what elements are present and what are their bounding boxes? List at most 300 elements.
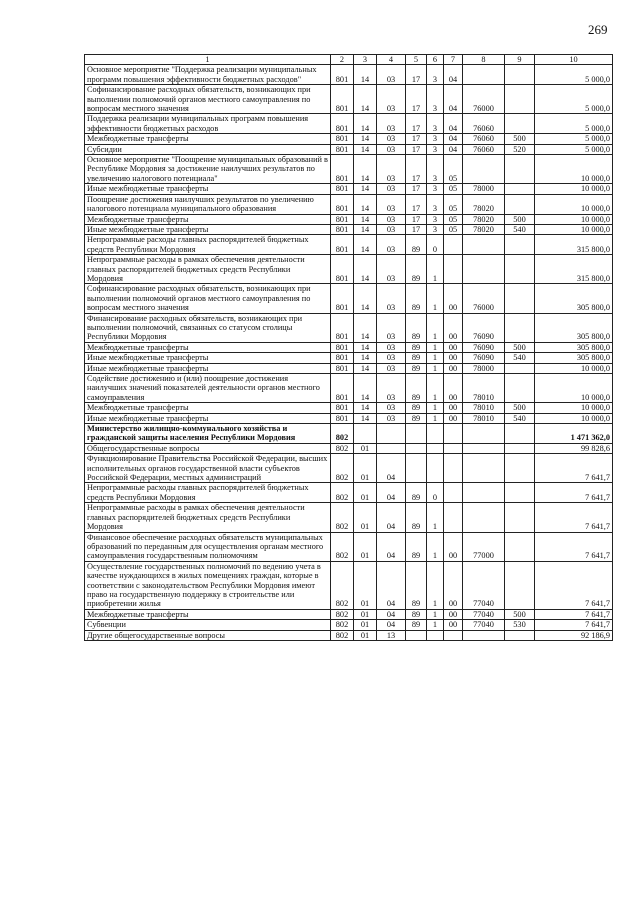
row-code-cell: 801	[331, 235, 354, 255]
table-row	[85, 214, 613, 224]
row-code-cell: 1	[427, 353, 444, 363]
row-name-cell: Межбюджетные трансферты	[85, 609, 331, 619]
row-code-cell: 04	[444, 134, 463, 144]
row-code-cell: 14	[354, 235, 377, 255]
row-code-cell: 14	[354, 224, 377, 234]
row-code-cell: 03	[377, 284, 406, 313]
row-code-cell: 801	[331, 403, 354, 413]
row-amount-cell: 7 641,7	[535, 609, 613, 619]
row-code-cell: 0	[427, 235, 444, 255]
row-code-cell: 03	[377, 194, 406, 214]
row-code-cell: 77000	[463, 532, 505, 561]
row-code-cell: 76060	[463, 114, 505, 134]
row-code-cell: 801	[331, 214, 354, 224]
row-code-cell: 05	[444, 224, 463, 234]
row-code-cell: 76090	[463, 342, 505, 352]
row-code-cell: 89	[406, 483, 427, 503]
table-row	[85, 403, 613, 413]
row-name-cell: Непрограммные расходы главных распорядителей бюджетных средств Республики Мордовия	[85, 235, 331, 255]
row-name-cell: Межбюджетные трансферты	[85, 134, 331, 144]
row-code-cell: 89	[406, 255, 427, 284]
table-row	[85, 454, 613, 483]
budget-table	[84, 54, 613, 641]
row-code-cell: 1	[427, 561, 444, 609]
row-code-cell	[444, 235, 463, 255]
row-name-cell: Иные межбюджетные трансферты	[85, 224, 331, 234]
row-code-cell: 76000	[463, 284, 505, 313]
row-code-cell	[463, 454, 505, 483]
row-code-cell: 00	[444, 609, 463, 619]
row-code-cell: 04	[444, 85, 463, 114]
row-code-cell	[505, 363, 535, 373]
row-code-cell	[444, 424, 463, 444]
row-name-cell: Общегосударственные вопросы	[85, 443, 331, 453]
row-code-cell: 500	[505, 214, 535, 224]
row-amount-cell: 10 000,0	[535, 184, 613, 194]
row-name-cell: Непрограммные расходы в рамках обеспечения деятельности главных распорядителей бюджетных средств Республики Мордовия	[85, 503, 331, 532]
row-amount-cell: 5 000,0	[535, 65, 613, 85]
row-code-cell: 17	[406, 184, 427, 194]
row-code-cell: 01	[354, 503, 377, 532]
row-code-cell: 17	[406, 85, 427, 114]
row-code-cell: 802	[331, 630, 354, 640]
column-header-2: 2	[331, 55, 354, 65]
row-code-cell	[505, 374, 535, 403]
row-code-cell	[463, 503, 505, 532]
row-code-cell	[505, 483, 535, 503]
table-row	[85, 284, 613, 313]
row-amount-cell: 315 800,0	[535, 235, 613, 255]
row-code-cell: 05	[444, 155, 463, 184]
row-amount-cell: 7 641,7	[535, 454, 613, 483]
row-code-cell: 89	[406, 413, 427, 423]
row-code-cell: 1	[427, 284, 444, 313]
row-code-cell	[505, 235, 535, 255]
row-code-cell: 3	[427, 134, 444, 144]
row-code-cell: 1	[427, 374, 444, 403]
table-row	[85, 194, 613, 214]
row-code-cell	[427, 454, 444, 483]
table-row	[85, 184, 613, 194]
row-code-cell: 00	[444, 342, 463, 352]
column-header-6: 6	[427, 55, 444, 65]
row-code-cell: 801	[331, 313, 354, 342]
row-code-cell: 14	[354, 134, 377, 144]
row-code-cell: 89	[406, 609, 427, 619]
row-amount-cell: 10 000,0	[535, 155, 613, 184]
row-code-cell: 03	[377, 224, 406, 234]
row-code-cell: 801	[331, 413, 354, 423]
row-code-cell: 802	[331, 620, 354, 630]
row-name-cell: Софинансирование расходных обязательств, возникающих при выполнении полномочий органов местного самоуправления по вопросам местного значения	[85, 85, 331, 114]
row-code-cell: 01	[354, 620, 377, 630]
row-amount-cell: 7 641,7	[535, 532, 613, 561]
row-code-cell: 77040	[463, 561, 505, 609]
row-code-cell	[444, 454, 463, 483]
row-code-cell: 01	[354, 483, 377, 503]
row-code-cell: 04	[377, 503, 406, 532]
column-header-5: 5	[406, 55, 427, 65]
row-code-cell: 04	[377, 454, 406, 483]
row-code-cell	[406, 454, 427, 483]
row-code-cell: 802	[331, 532, 354, 561]
row-amount-cell: 1 471 362,0	[535, 424, 613, 444]
row-code-cell: 76060	[463, 144, 505, 154]
column-header-1: 1	[85, 55, 331, 65]
row-code-cell: 3	[427, 114, 444, 134]
row-code-cell: 14	[354, 413, 377, 423]
row-code-cell: 03	[377, 353, 406, 363]
row-name-cell: Межбюджетные трансферты	[85, 214, 331, 224]
row-code-cell	[427, 630, 444, 640]
row-code-cell: 01	[354, 532, 377, 561]
row-code-cell: 17	[406, 155, 427, 184]
row-code-cell	[505, 503, 535, 532]
row-code-cell: 14	[354, 85, 377, 114]
row-code-cell	[505, 65, 535, 85]
row-code-cell: 17	[406, 144, 427, 154]
row-code-cell: 3	[427, 194, 444, 214]
row-code-cell: 03	[377, 114, 406, 134]
row-code-cell	[505, 114, 535, 134]
row-code-cell: 540	[505, 224, 535, 234]
row-code-cell: 14	[354, 342, 377, 352]
row-name-cell: Межбюджетные трансферты	[85, 342, 331, 352]
row-code-cell: 03	[377, 184, 406, 194]
row-code-cell: 04	[444, 65, 463, 85]
row-amount-cell: 7 641,7	[535, 503, 613, 532]
row-code-cell	[406, 424, 427, 444]
table-row	[85, 443, 613, 453]
row-code-cell	[406, 630, 427, 640]
row-code-cell: 17	[406, 65, 427, 85]
row-code-cell: 00	[444, 620, 463, 630]
row-code-cell	[463, 235, 505, 255]
row-code-cell: 76000	[463, 85, 505, 114]
row-code-cell: 801	[331, 65, 354, 85]
row-code-cell: 801	[331, 342, 354, 352]
table-row	[85, 235, 613, 255]
column-header-8: 8	[463, 55, 505, 65]
row-code-cell: 801	[331, 114, 354, 134]
row-code-cell: 802	[331, 483, 354, 503]
row-code-cell: 89	[406, 403, 427, 413]
row-code-cell: 89	[406, 620, 427, 630]
table-row	[85, 532, 613, 561]
row-code-cell: 3	[427, 85, 444, 114]
table-row	[85, 144, 613, 154]
row-code-cell: 1	[427, 503, 444, 532]
row-code-cell: 01	[354, 630, 377, 640]
column-header-10: 10	[535, 55, 613, 65]
row-code-cell: 89	[406, 532, 427, 561]
row-name-cell: Поощрение достижения наилучших результатов по увеличению налогового потенциала муниципального образования	[85, 194, 331, 214]
column-header-4: 4	[377, 55, 406, 65]
row-code-cell: 1	[427, 403, 444, 413]
table-row	[85, 561, 613, 609]
row-amount-cell: 7 641,7	[535, 483, 613, 503]
row-code-cell: 89	[406, 353, 427, 363]
row-code-cell: 801	[331, 184, 354, 194]
row-code-cell: 03	[377, 65, 406, 85]
table-row	[85, 503, 613, 532]
row-code-cell	[505, 85, 535, 114]
table-row	[85, 620, 613, 630]
table-row	[85, 255, 613, 284]
row-code-cell: 05	[444, 184, 463, 194]
row-code-cell: 540	[505, 353, 535, 363]
row-code-cell: 14	[354, 155, 377, 184]
row-name-cell: Основное мероприятие "Поощрение муниципальных образований в Республике Мордовия за достижение наилучших результатов по увеличению налогового потенциала"	[85, 155, 331, 184]
row-code-cell	[444, 503, 463, 532]
row-code-cell: 89	[406, 342, 427, 352]
row-code-cell: 520	[505, 144, 535, 154]
row-code-cell	[505, 313, 535, 342]
row-code-cell: 01	[354, 561, 377, 609]
row-amount-cell: 7 641,7	[535, 620, 613, 630]
row-code-cell: 14	[354, 255, 377, 284]
row-amount-cell: 5 000,0	[535, 114, 613, 134]
row-code-cell: 03	[377, 413, 406, 423]
row-code-cell: 14	[354, 184, 377, 194]
row-name-cell: Иные межбюджетные трансферты	[85, 413, 331, 423]
row-code-cell: 17	[406, 214, 427, 224]
row-code-cell: 78010	[463, 403, 505, 413]
row-name-cell: Непрограммные расходы в рамках обеспечения деятельности главных распорядителей бюджетных средств Республики Мордовия	[85, 255, 331, 284]
row-code-cell: 1	[427, 413, 444, 423]
row-code-cell: 03	[377, 255, 406, 284]
row-code-cell: 76090	[463, 313, 505, 342]
row-code-cell: 1	[427, 609, 444, 619]
row-code-cell: 78010	[463, 413, 505, 423]
row-code-cell	[406, 443, 427, 453]
row-code-cell: 0	[427, 483, 444, 503]
row-code-cell: 05	[444, 214, 463, 224]
row-amount-cell: 305 800,0	[535, 353, 613, 363]
row-code-cell: 1	[427, 620, 444, 630]
row-code-cell: 14	[354, 313, 377, 342]
row-code-cell	[463, 155, 505, 184]
table-row	[85, 155, 613, 184]
row-amount-cell: 5 000,0	[535, 134, 613, 144]
row-code-cell	[505, 630, 535, 640]
row-code-cell: 89	[406, 363, 427, 373]
row-name-cell: Содействие достижению и (или) поощрение достижения наилучших значений показателей деятельности органов местного самоуправления	[85, 374, 331, 403]
row-code-cell: 17	[406, 194, 427, 214]
row-amount-cell: 99 828,6	[535, 443, 613, 453]
row-code-cell: 801	[331, 255, 354, 284]
row-code-cell: 3	[427, 224, 444, 234]
row-code-cell: 14	[354, 194, 377, 214]
table-row	[85, 424, 613, 444]
row-code-cell: 801	[331, 155, 354, 184]
row-code-cell: 1	[427, 255, 444, 284]
row-code-cell: 801	[331, 134, 354, 144]
row-amount-cell: 10 000,0	[535, 194, 613, 214]
page-number: 269	[588, 22, 608, 37]
row-code-cell: 01	[354, 443, 377, 453]
row-name-cell: Субвенции	[85, 620, 331, 630]
row-code-cell	[463, 443, 505, 453]
row-name-cell: Непрограммные расходы главных распорядителей бюджетных средств Республики Мордовия	[85, 483, 331, 503]
row-code-cell	[463, 483, 505, 503]
row-name-cell: Основное мероприятие "Поддержка реализации муниципальных программ повышения эффективности бюджетных расходов"	[85, 65, 331, 85]
column-header-3: 3	[354, 55, 377, 65]
row-amount-cell: 92 186,9	[535, 630, 613, 640]
row-code-cell	[354, 424, 377, 444]
row-code-cell	[505, 284, 535, 313]
table-row	[85, 609, 613, 619]
table-row	[85, 413, 613, 423]
row-amount-cell: 10 000,0	[535, 413, 613, 423]
table-row	[85, 374, 613, 403]
row-amount-cell: 10 000,0	[535, 214, 613, 224]
row-amount-cell: 5 000,0	[535, 85, 613, 114]
row-code-cell: 03	[377, 235, 406, 255]
row-code-cell: 17	[406, 114, 427, 134]
row-code-cell: 03	[377, 214, 406, 224]
row-code-cell: 00	[444, 363, 463, 373]
row-name-cell: Поддержка реализации муниципальных программ повышения эффективности бюджетных расходов	[85, 114, 331, 134]
row-code-cell: 1	[427, 363, 444, 373]
table-header-row	[85, 55, 613, 65]
row-code-cell	[505, 155, 535, 184]
row-code-cell: 14	[354, 284, 377, 313]
row-code-cell: 14	[354, 403, 377, 413]
row-amount-cell: 305 800,0	[535, 284, 613, 313]
row-name-cell: Софинансирование расходных обязательств, возникающих при выполнении полномочий органов местного самоуправления по вопросам местного значения	[85, 284, 331, 313]
row-name-cell: Финансирование расходных обязательств, возникающих при выполнении полномочий, связанных со статусом столицы Республики Мордовия	[85, 313, 331, 342]
row-code-cell: 03	[377, 363, 406, 373]
row-code-cell: 89	[406, 374, 427, 403]
row-code-cell: 03	[377, 85, 406, 114]
row-code-cell: 802	[331, 443, 354, 453]
row-name-cell: Осуществление государственных полномочий по ведению учета в качестве нуждающихся в жилых помещениях граждан, которые в соответствии с законодательством Республики Мордовия имеют право на государственную поддержку в строительстве или приобретении жилья	[85, 561, 331, 609]
row-code-cell: 801	[331, 363, 354, 373]
row-amount-cell: 5 000,0	[535, 144, 613, 154]
row-code-cell: 500	[505, 609, 535, 619]
row-code-cell: 14	[354, 353, 377, 363]
row-code-cell: 17	[406, 224, 427, 234]
row-code-cell: 03	[377, 134, 406, 144]
row-code-cell: 801	[331, 374, 354, 403]
row-code-cell: 530	[505, 620, 535, 630]
row-name-cell: Финансовое обеспечение расходных обязательств муниципальных образований по переданным для осуществления органам местного самоуправления государственным полномочиям	[85, 532, 331, 561]
row-code-cell: 78000	[463, 184, 505, 194]
row-code-cell: 89	[406, 561, 427, 609]
row-code-cell: 00	[444, 403, 463, 413]
row-code-cell: 17	[406, 134, 427, 144]
row-code-cell: 05	[444, 194, 463, 214]
row-code-cell: 00	[444, 284, 463, 313]
row-name-cell: Межбюджетные трансферты	[85, 403, 331, 413]
row-code-cell	[427, 443, 444, 453]
row-name-cell: Другие общегосударственные вопросы	[85, 630, 331, 640]
row-code-cell: 89	[406, 503, 427, 532]
row-code-cell	[505, 255, 535, 284]
row-code-cell: 500	[505, 134, 535, 144]
row-code-cell: 801	[331, 224, 354, 234]
row-name-cell: Функционирование Правительства Российской Федерации, высших исполнительных органов государственной власти субъектов Российской Федерации, местных администраций	[85, 454, 331, 483]
row-code-cell	[444, 483, 463, 503]
row-code-cell: 78010	[463, 374, 505, 403]
row-code-cell: 14	[354, 363, 377, 373]
row-code-cell: 89	[406, 235, 427, 255]
table-row	[85, 363, 613, 373]
row-code-cell: 04	[444, 144, 463, 154]
row-code-cell: 1	[427, 313, 444, 342]
row-code-cell: 1	[427, 342, 444, 352]
row-code-cell	[505, 443, 535, 453]
row-code-cell	[505, 184, 535, 194]
row-code-cell: 04	[377, 561, 406, 609]
column-header-9: 9	[505, 55, 535, 65]
row-amount-cell: 305 800,0	[535, 342, 613, 352]
row-code-cell	[505, 424, 535, 444]
row-code-cell: 76090	[463, 353, 505, 363]
column-header-7: 7	[444, 55, 463, 65]
row-code-cell: 04	[377, 609, 406, 619]
row-amount-cell: 315 800,0	[535, 255, 613, 284]
table-row	[85, 65, 613, 85]
row-code-cell: 00	[444, 353, 463, 363]
row-code-cell: 14	[354, 114, 377, 134]
row-code-cell	[377, 443, 406, 453]
row-code-cell: 00	[444, 313, 463, 342]
table-row	[85, 342, 613, 352]
table-row	[85, 630, 613, 640]
row-code-cell: 801	[331, 85, 354, 114]
row-code-cell: 802	[331, 424, 354, 444]
row-code-cell: 78000	[463, 363, 505, 373]
row-code-cell: 3	[427, 144, 444, 154]
table-row	[85, 483, 613, 503]
row-code-cell: 03	[377, 144, 406, 154]
row-code-cell: 78020	[463, 194, 505, 214]
row-code-cell	[377, 424, 406, 444]
row-code-cell: 802	[331, 503, 354, 532]
row-amount-cell: 10 000,0	[535, 224, 613, 234]
row-code-cell	[463, 65, 505, 85]
row-code-cell: 500	[505, 342, 535, 352]
row-code-cell: 3	[427, 214, 444, 224]
row-code-cell	[505, 194, 535, 214]
row-code-cell: 76060	[463, 134, 505, 144]
row-code-cell: 78020	[463, 214, 505, 224]
table-row	[85, 224, 613, 234]
row-amount-cell: 10 000,0	[535, 403, 613, 413]
row-code-cell: 801	[331, 353, 354, 363]
row-code-cell: 04	[377, 483, 406, 503]
row-code-cell	[505, 454, 535, 483]
row-code-cell: 802	[331, 454, 354, 483]
row-name-cell: Иные межбюджетные трансферты	[85, 353, 331, 363]
table-body	[85, 65, 613, 641]
row-code-cell: 801	[331, 194, 354, 214]
row-code-cell: 03	[377, 374, 406, 403]
row-code-cell: 14	[354, 214, 377, 224]
row-code-cell: 3	[427, 65, 444, 85]
row-code-cell: 04	[377, 620, 406, 630]
row-amount-cell: 10 000,0	[535, 374, 613, 403]
row-code-cell	[463, 424, 505, 444]
row-code-cell: 1	[427, 532, 444, 561]
row-name-cell: Субсидии	[85, 144, 331, 154]
row-code-cell: 04	[444, 114, 463, 134]
row-code-cell: 3	[427, 155, 444, 184]
row-name-cell: Иные межбюджетные трансферты	[85, 184, 331, 194]
row-code-cell: 13	[377, 630, 406, 640]
